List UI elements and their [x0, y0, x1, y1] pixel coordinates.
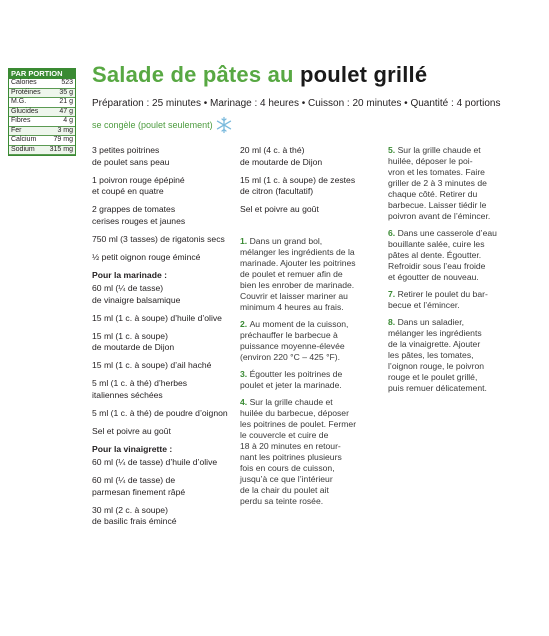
ingredients-column-1	[92, 145, 232, 534]
ingredient-item: 1 poivron rouge épépiné et coupé en quatre	[92, 174, 185, 196]
ingredient-item: 30 ml (2 c. à soupe) de basilic frais émincé	[92, 504, 177, 526]
step-text: Retirer le poulet du bar- becue et l’émincer.	[388, 289, 488, 310]
step-item	[240, 236, 380, 313]
step-number: 3.	[240, 369, 250, 379]
recipe-meta: Préparation : 25 minutes • Marinage : 4 heures • Cuisson : 20 minutes • Quantité : 4 portions	[92, 98, 501, 109]
nutrition-value: 523	[61, 79, 73, 86]
nutrition-label: Fer	[11, 126, 22, 134]
step-item	[240, 319, 380, 363]
nutrition-value: 47 g	[59, 107, 73, 115]
ingredient-item: 2 grappes de tomates cerises rouges et jaunes	[92, 204, 186, 226]
nutrition-label: Sodium	[11, 145, 35, 153]
ingredient-item: 60 ml (¼ de tasse) de parmesan finement râpé	[92, 475, 186, 497]
nutrition-table	[8, 79, 76, 156]
step-number: 8.	[388, 317, 398, 327]
step-text: Sur la grille chaude et huilée, déposer le poi- vron et les tomates. Faire griller de 2 à 3 minutes de chaque côté. Retirer du barbecue. Laisser tiédir le poivron avant de l’émincer.	[388, 145, 491, 221]
nutrition-label: Calcium	[11, 136, 37, 143]
nutrition-value: 315 mg	[49, 145, 73, 153]
ingredient-item: 3 petites poitrines de poulet sans peau	[92, 145, 170, 167]
step-number: 2.	[240, 319, 250, 329]
recipe-title-part2: poulet grillé	[300, 62, 428, 87]
vinaigrette-title: Pour la vinaigrette :	[92, 443, 173, 454]
steps-column-3	[388, 145, 528, 400]
nutrition-row	[9, 89, 75, 99]
step-text: Dans une casserole d’eau bouillante salée, cuire les pâtes al dente. Égoutter. Refroidir sous l’eau froide et égoutter de nouveau.	[388, 228, 497, 282]
freeze-note-text: se congèle (poulet seulement)	[92, 120, 213, 130]
step-text: Dans un saladier, mélanger les ingrédients de la vinaigrette. Ajouter les pâtes, les tomates, l’oignon rouge, le poivron rouge et le poulet grillé, puis remuer délicatement.	[388, 317, 487, 393]
nutrition-label: Protéines	[11, 88, 41, 96]
vinaigrette-ingredients	[92, 457, 232, 528]
freeze-note	[92, 116, 233, 134]
recipe-title-part1: Salade de pâtes au	[92, 62, 300, 87]
marinade-title: Pour la marinade :	[92, 269, 167, 280]
ingredient-item: 5 ml (1 c. à thé) d’herbes italiennes séchées	[92, 378, 188, 400]
nutrition-label: Calories	[11, 79, 37, 86]
step-number: 6.	[388, 228, 398, 238]
step-text: Sur la grille chaude et huilée du barbecue, déposer les poitrines de poulet. Fermer le couvercle et cuire de 18 à 20 minutes en retour- nant les poitrines plusieurs fois en cours de cuisson, jusqu’à ce que l’intérieur de la chair du poulet ait perdu sa teinte rosée.	[240, 397, 357, 506]
step-item	[240, 369, 380, 391]
nutrition-value: 79 mg	[53, 136, 73, 143]
step-item	[388, 317, 528, 394]
nutrition-label: Glucides	[11, 107, 39, 115]
ingredient-item: 60 ml (¼ de tasse) de vinaigre balsamique	[92, 283, 181, 305]
ingredient-item: ½ petit oignon rouge émincé	[92, 251, 201, 262]
marinade-ingredients	[92, 283, 232, 437]
step-number: 7.	[388, 289, 398, 299]
ingredient-item: 15 ml (1 c. à soupe) d’huile d’olive	[92, 312, 222, 323]
snowflake-icon	[215, 116, 233, 134]
step-number: 5.	[388, 145, 398, 155]
ingredient-item: 15 ml (1 c. à soupe) de moutarde de Dijon	[92, 330, 175, 352]
ingredient-item: 750 ml (3 tasses) de rigatonis secs	[92, 233, 225, 244]
nutrition-row	[9, 136, 75, 146]
nutrition-row	[9, 146, 75, 156]
recipe-title	[92, 62, 427, 88]
step-item	[388, 228, 528, 283]
ingredient-item: 60 ml (¼ de tasse) d’huile d’olive	[92, 457, 218, 467]
step-text: Au moment de la cuisson, préchauffer le barbecue à puissance moyenne-élevée (environ 220 °C – 425 °F).	[240, 319, 349, 362]
step-text: Égoutter les poitrines de poulet et jeter la marinade.	[240, 369, 343, 390]
nutrition-label: Fibres	[11, 117, 31, 124]
ingredient-item: Sel et poivre au goût	[240, 204, 319, 214]
nutrition-value: 4 g	[63, 117, 73, 124]
steps-column-2	[240, 236, 380, 513]
ingredient-item: 15 ml (1 c. à soupe) d’ail haché	[92, 360, 212, 370]
nutrition-row	[9, 127, 75, 137]
ingredient-item: Sel et poivre au goût	[92, 425, 171, 436]
nutrition-value: 3 mg	[57, 126, 73, 134]
ingredient-item: 15 ml (1 c. à soupe) de zestes de citron (facultatif)	[240, 174, 356, 196]
step-item	[388, 145, 528, 222]
nutrition-row	[9, 117, 75, 127]
ingredient-item: 5 ml (1 c. à thé) de poudre d’oignon	[92, 407, 228, 418]
main-ingredients	[92, 145, 232, 263]
nutrition-value: 21 g	[59, 98, 73, 105]
step-item	[240, 397, 380, 507]
ingredients-column-2	[240, 145, 375, 222]
nutrition-header: PAR PORTION	[8, 68, 76, 79]
step-item	[388, 289, 528, 311]
nutrition-box	[8, 68, 76, 156]
nutrition-row	[9, 108, 75, 118]
ingredient-item: 20 ml (4 c. à thé) de moutarde de Dijon	[240, 145, 323, 167]
step-text: Dans un grand bol, mélanger les ingrédients de la marinade. Ajouter les poitrines de poulet et remuer afin de bien les enrober de marinade. Couvrir et laisser mariner au minimum 4 heures au frais.	[240, 236, 356, 312]
step-number: 1.	[240, 236, 250, 246]
step-number: 4.	[240, 397, 250, 407]
nutrition-value: 35 g	[59, 88, 73, 96]
nutrition-label: M.G.	[11, 98, 27, 105]
nutrition-row	[9, 98, 75, 108]
nutrition-row	[9, 79, 75, 89]
